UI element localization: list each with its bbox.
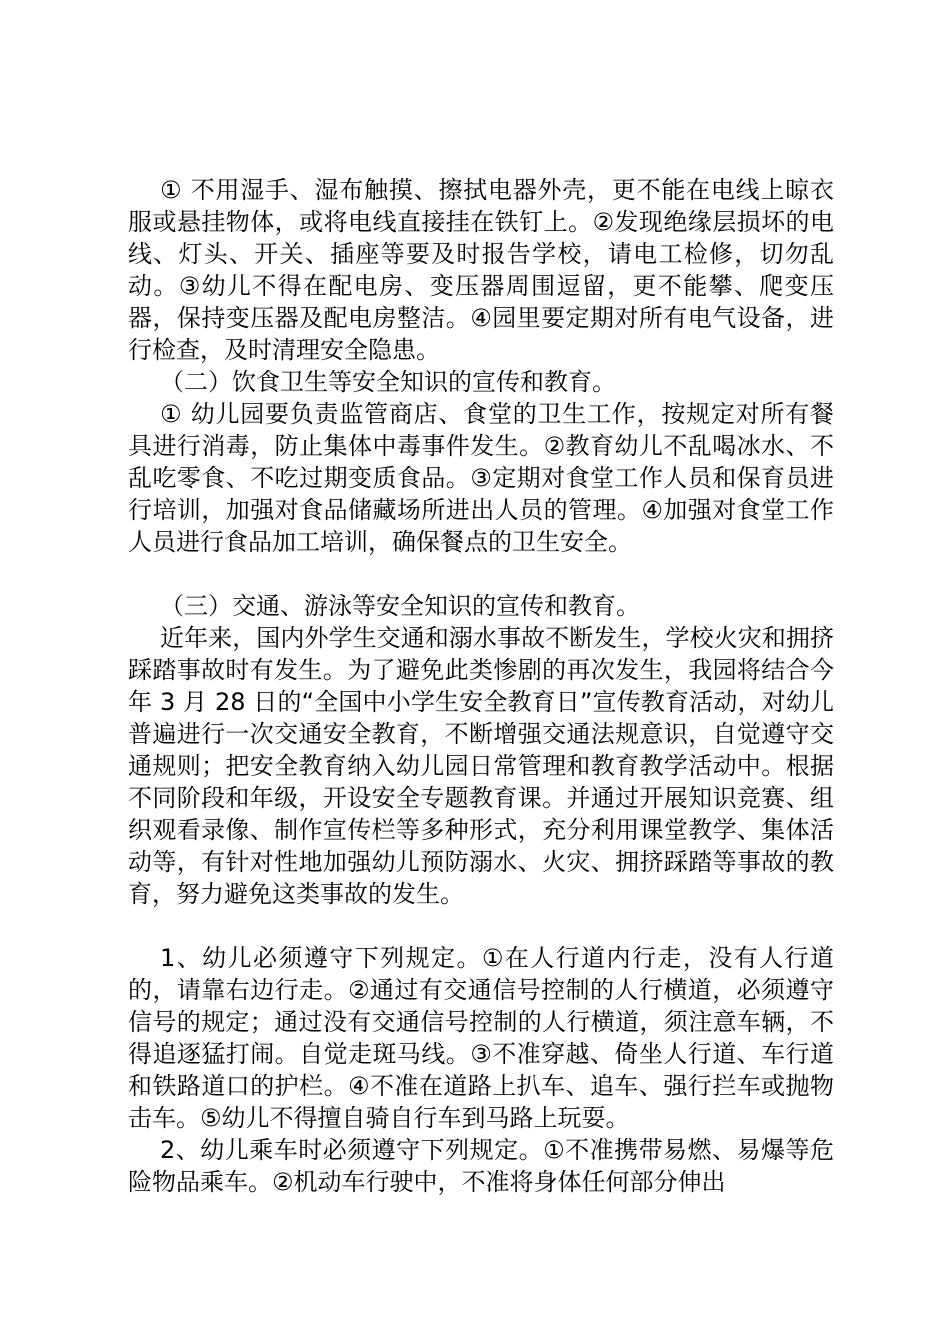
document-body <box>128 174 834 1198</box>
section-heading-traffic-swimming: （三）交通、游泳等安全知识的宣传和教育。 <box>160 592 640 620</box>
paragraph-traffic-intro: 近年来，国内外学生交通和溺水事故不断发生，学校火灾和拥挤踩踏事故时有发生。为了避免此类惨剧的再次发生，我园将结合今年 3 月 28 日的“全国中小学生安全教育日”宣传教育活动，对幼儿普遍进行一次交通安全教育，不断增强交通法规意识，自觉遵守交通规则；把安全教育纳入幼儿园日常管理和教育教学活动中。根据不同阶段和年级，开设安全专题教育课。并通过开展知识竞赛、组织观看录像、制作宣传栏等多种形式，充分利用课堂教学、集体活动等，有针对性地加强幼儿预防溺水、火灾、拥挤踩踏等事故的教育，努力避免这类事故的发生。 <box>128 624 834 908</box>
paragraph-electrical-safety: ① 不用湿手、湿布触摸、擦拭电器外壳，更不能在电线上晾衣服或悬挂物体，或将电线直接挂在铁钉上。②发现绝缘层损坏的电线、灯头、开关、插座等要及时报告学校，请电工检修，切勿乱动。③幼儿不得在配电房、变压器周围逗留，更不能攀、爬变压器，保持变压器及配电房整洁。④园里要定期对所有电气设备，进行检查，及时清理安全隐患。 <box>128 176 834 364</box>
paragraph-food-hygiene: ① 幼儿园要负责监管商店、食堂的卫生工作，按规定对所有餐具进行消毒，防止集体中毒事件发生。②教育幼儿不乱喝冰水、不乱吃零食、不吃过期变质食品。③定期对食堂工作人员和保育员进行培训，加强对食品储藏场所进出人员的管理。④加强对食堂工作人员进行食品加工培训，确保餐点的卫生安全。 <box>128 400 834 556</box>
paragraph-vehicle-rules: 2、幼儿乘车时必须遵守下列规定。①不准携带易燃、易爆等危险物品乘车。②机动车行驶中，不准将身体任何部分伸出 <box>128 1136 834 1196</box>
paragraph-spacer <box>128 558 834 590</box>
section-heading-food-hygiene: （二）饮食卫生等安全知识的宣传和教育。 <box>160 368 616 396</box>
paragraph-pedestrian-rules: 1、幼儿必须遵守下列规定。①在人行道内行走，没有人行道的，请靠右边行走。②通过有交通信号控制的人行横道，必须遵守信号的规定；通过没有交通信号控制的人行横道，须注意车辆，不得追逐猛打闹。自觉走斑马线。③不准穿越、倚坐人行道、车行道和铁路道口的护栏。④不准在道路上扒车、追车、强行拦车或抛物击车。⑤幼儿不得擅自骑自行车到马路上玩耍。 <box>128 944 834 1132</box>
paragraph-spacer <box>128 910 834 942</box>
